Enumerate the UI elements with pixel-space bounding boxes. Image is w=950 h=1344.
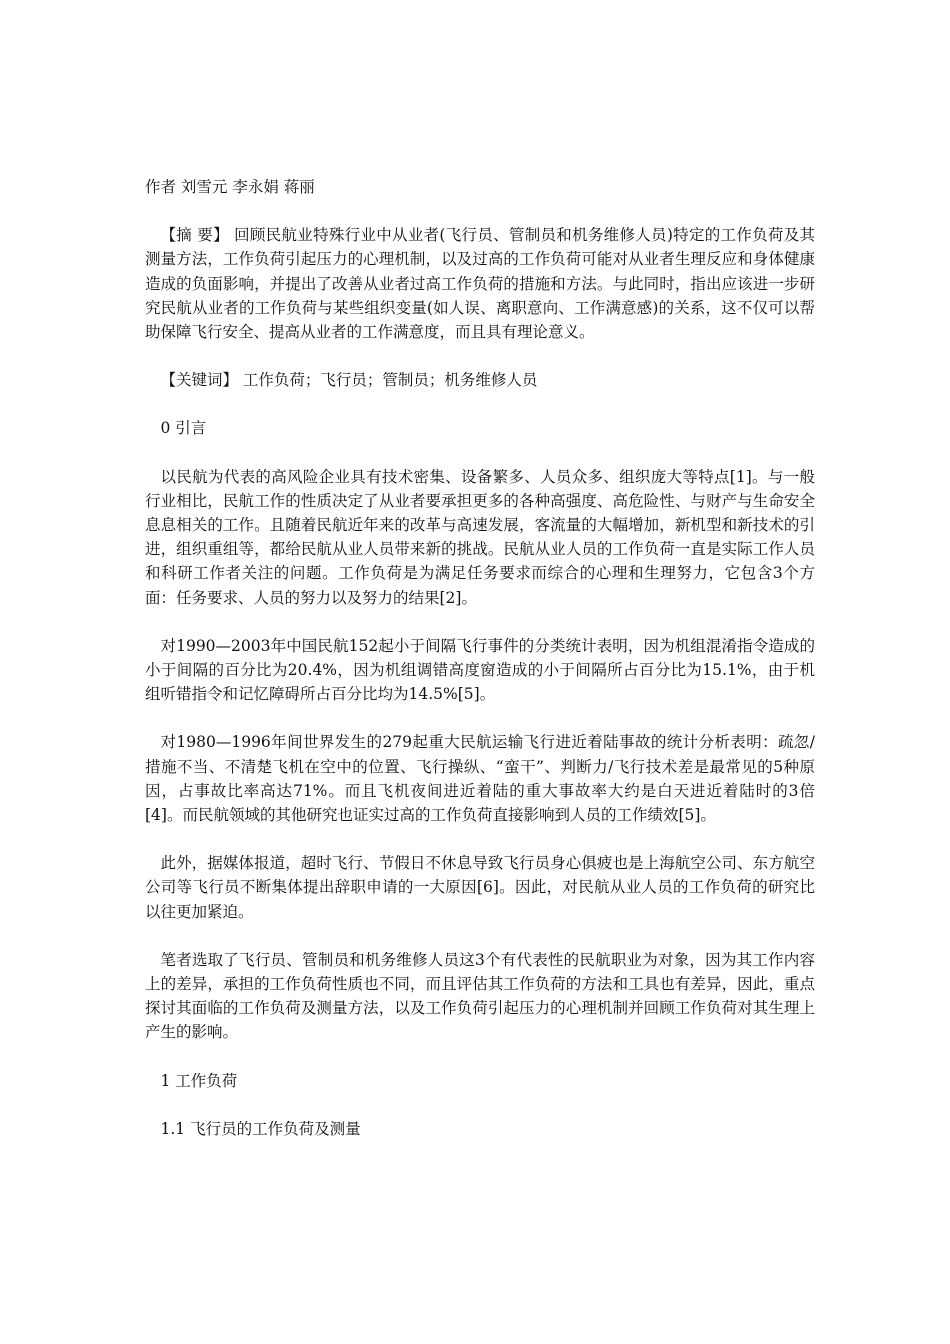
section-heading-workload: 1 工作负荷	[160, 1071, 238, 1090]
body-paragraph: 对1990—2003年中国民航152起小于间隔飞行事件的分类统计表明，因为机组混淆指令造成的小于间隔的百分比为20.4%，因为机组调错高度窗造成的小于间隔所占百分比为15.1%，由于机组听错指令和记忆障碍所占百分比均为14.5%[5]。	[145, 636, 815, 704]
body-paragraph: 笔者选取了飞行员、管制员和机务维修人员这3个有代表性的民航职业为对象，因为其工作内容上的差异，承担的工作负荷性质也不同，而且评估其工作负荷的方法和工具也有差异，因此，重点探讨其面临的工作负荷及测量方法，以及工作负荷引起压力的心理机制并回顾工作负荷对其生理上产生的影响。	[145, 950, 815, 1042]
abstract-paragraph: 【摘 要】 回顾民航业特殊行业中从业者(飞行员、管制员和机务维修人员)特定的工作负荷及其测量方法，工作负荷引起压力的心理机制，以及过高的工作负荷可能对从业者生理反应和身体健康造成的负面影响，并提出了改善从业者过高工作负荷的措施和方法。与此同时，指出应该进一步研究民航从业者的工作负荷与某些组织变量(如人误、离职意向、工作满意感)的关系，这不仅可以帮助保障飞行安全、提高从业者的工作满意度，而且具有理论意义。	[145, 226, 815, 342]
section-heading-introduction: 0 引言	[160, 419, 207, 438]
authors-line: 作者 刘雪元 李永娟 蒋丽	[145, 178, 315, 196]
subsection-heading-pilot-workload: 1.1 飞行员的工作负荷及测量	[160, 1119, 361, 1138]
keywords-paragraph: 【关键词】 工作负荷；飞行员；管制员；机务维修人员	[160, 371, 538, 390]
body-paragraph: 此外，据媒体报道，超时飞行、节假日不休息导致飞行员身心俱疲也是上海航空公司、东方航空公司等飞行员不断集体提出辞职申请的一大原因[6]。因此，对民航从业人员的工作负荷的研究比以往更加紧迫。	[145, 854, 815, 921]
body-paragraph: 以民航为代表的高风险企业具有技术密集、设备繁多、人员众多、组织庞大等特点[1]。与一般行业相比，民航工作的性质决定了从业者要承担更多的各种高强度、高危险性、与财产与生命安全息息相关的工作。且随着民航近年来的改革与高速发展，客流量的大幅增加，新机型和新技术的引进，组织重组等，都给民航从业人员带来新的挑战。民航从业人员的工作负荷一直是实际工作人员和科研工作者关注的问题。工作负荷是为满足任务要求而综合的心理和生理努力，它包含3个方面：任务要求、人员的努力以及努力的结果[2]。	[145, 467, 815, 607]
body-paragraph: 对1980—1996年间世界发生的279起重大民航运输飞行进近着陆事故的统计分析表明：疏忽/措施不当、不清楚飞机在空中的位置、飞行操纵、“蛮干”、判断力/飞行技术差是最常见的5种原因，占事故比率高达71%。而且飞机夜间进近着陆的重大事故率大约是白天进近着陆时的3倍[4]。而民航领域的其他研究也证实过高的工作负荷直接影响到人员的工作绩效[5]。	[145, 733, 815, 825]
document-body	[145, 175, 815, 1165]
